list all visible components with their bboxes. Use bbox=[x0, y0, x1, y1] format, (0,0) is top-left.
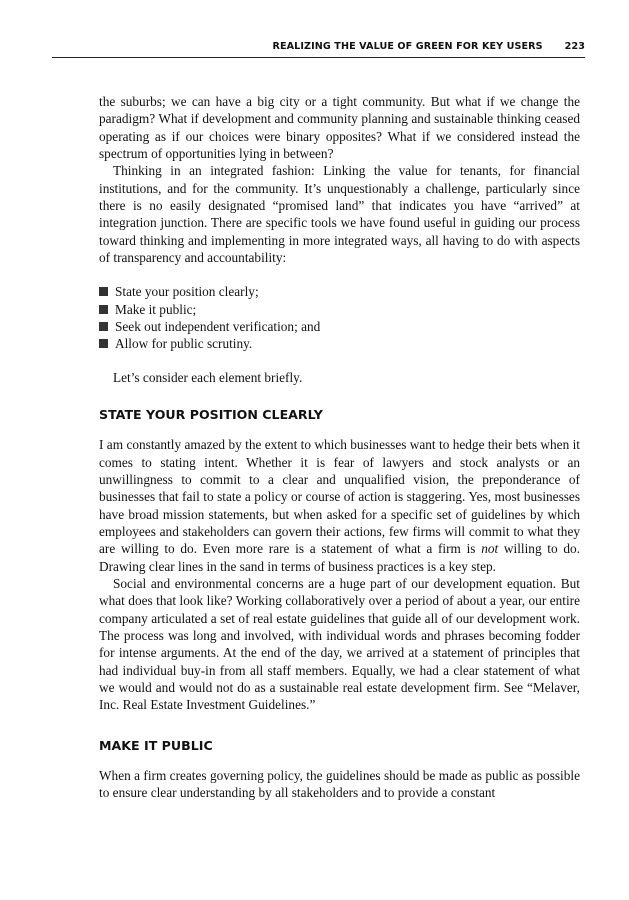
square-bullet-icon bbox=[99, 339, 108, 348]
section1-paragraph-1-text-b: willing to do. Drawing clear lines in the sand in terms of business practices is a key step. bbox=[99, 541, 580, 574]
page-number: 223 bbox=[564, 41, 585, 52]
running-head-title: REALIZING THE VALUE OF GREEN FOR KEY USERS bbox=[272, 41, 543, 52]
list-item-text: State your position clearly; bbox=[115, 284, 259, 300]
list-item bbox=[99, 301, 580, 318]
section-heading-state-position: STATE YOUR POSITION CLEARLY bbox=[99, 407, 323, 423]
section-heading-make-public: MAKE IT PUBLIC bbox=[99, 737, 213, 753]
list-item bbox=[99, 283, 580, 300]
list-item bbox=[99, 318, 580, 335]
intro-paragraph-3: Let’s consider each element briefly. bbox=[113, 369, 303, 385]
intro-paragraph-1: the suburbs; we can have a big city or a tight community. But what if we change the paradigm? What if development and community planning and sustainable thinking ceased operating as if our choices were binary opposites? What if we considered instead the spectrum of opportunities lying in between? bbox=[99, 94, 580, 162]
list-item bbox=[99, 335, 580, 352]
list-item-text: Make it public; bbox=[115, 301, 197, 317]
square-bullet-icon bbox=[99, 305, 108, 314]
section1-emphasis: not bbox=[481, 541, 499, 557]
list-item-text: Seek out independent verification; and bbox=[115, 319, 321, 335]
square-bullet-icon bbox=[99, 287, 108, 296]
section2-paragraph-1: When a firm creates governing policy, the guidelines should be made as public as possible to ensure clear understanding by all stakeholders and to provide a constant bbox=[99, 767, 580, 800]
section1-paragraph-1 bbox=[99, 436, 580, 575]
body-text bbox=[99, 93, 580, 801]
intro-paragraph-2: Thinking in an integrated fashion: Linking the value for tenants, for financial institutions, and for the community. It’s unquestionably a challenge, particularly since there is no easily designated “promised land” that indicates you have “arrived” at integration junction. There are specific tools we have found useful in guiding our process toward thinking and implementing in more integrated ways, all having to do with aspects of transparency and accountability: bbox=[99, 163, 580, 266]
section1-paragraph-2: Social and environmental concerns are a huge part of our development equation. But what does that look like? Working collaboratively over a period of about a year, our entire company articulated a set of real estate guidelines that guide all of our development work. The process was long and involved, with individual words and phrases becoming fodder for intense arguments. At the end of the day, we arrived at a statement of principles that had individual buy-in from all staff members. Equally, we had a clear statement of what we would and would not do as a sustainable real estate development firm. See “Melaver, Inc. Real Estate Investment Guidelines.” bbox=[99, 575, 580, 713]
bullet-list bbox=[99, 283, 580, 352]
list-item-text: Allow for public scrutiny. bbox=[115, 336, 253, 352]
section1-paragraph-1-text-a: I am constantly amazed by the extent to which businesses want to hedge their bets when it comes to stating intent. Whether it is fear of lawyers and stock analysts or an unwillingness to commit to a clear and unqualified vision, the preponderance of businesses that fail to state a policy or course of action is staggering. Yes, most businesses have broad mission statements, but when asked for a specific set of guidelines by which employees and stakeholders can govern their actions, few firms will commit to what they are willing to do. Even more rare is a statement of what a firm is bbox=[99, 437, 580, 557]
header-rule bbox=[52, 57, 585, 58]
running-head bbox=[56, 41, 585, 52]
square-bullet-icon bbox=[99, 322, 108, 331]
